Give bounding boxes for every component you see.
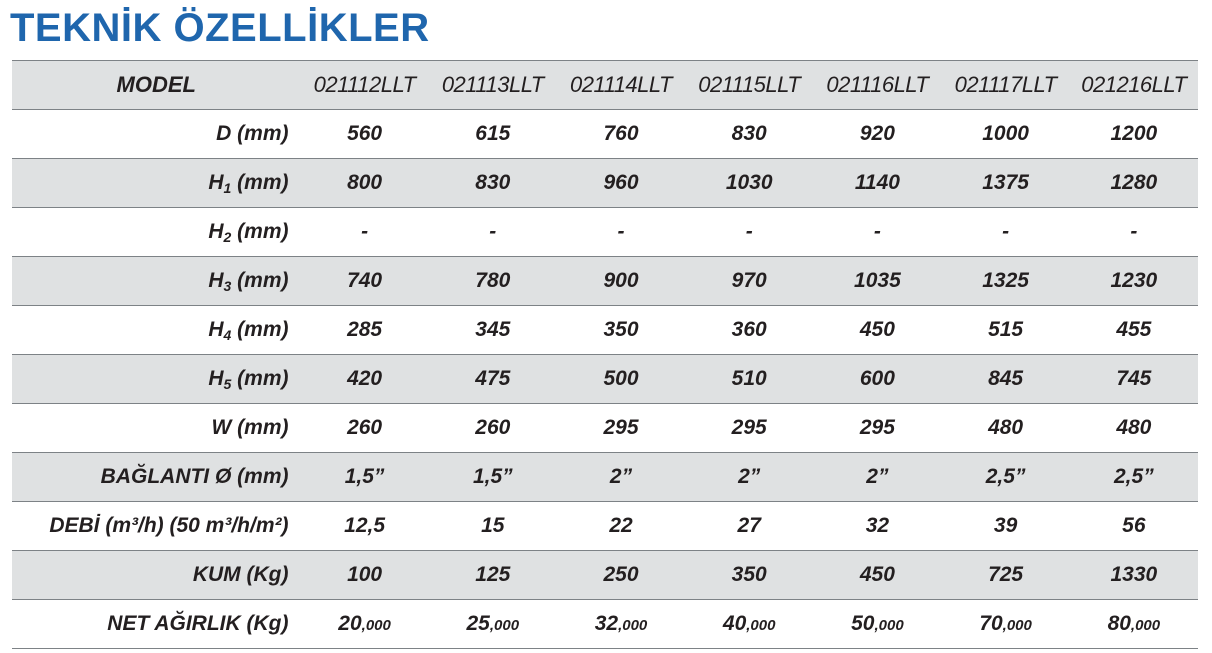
table-cell: [1070, 600, 1198, 649]
row-label: [12, 404, 300, 453]
row-label-unit: (mm): [231, 317, 289, 341]
table-row: [12, 257, 1198, 306]
table-cell: 260: [347, 416, 383, 439]
table-cell: 2”: [866, 465, 889, 488]
row-label: [12, 355, 300, 404]
row-label: [12, 502, 300, 551]
table-cell: 260: [475, 416, 511, 439]
table-row: [12, 159, 1198, 208]
table-cell: 830: [731, 122, 767, 145]
table-cell: 450: [859, 563, 895, 586]
row-label: [12, 306, 300, 355]
row-label-main: H: [208, 268, 224, 292]
table-cell: 2,5”: [1114, 465, 1154, 488]
table-cell: 350: [731, 563, 767, 586]
row-label-unit: (Kg): [240, 562, 289, 586]
model-cell: 021114LLT: [570, 72, 672, 97]
model-cell: 021216LLT: [1081, 72, 1187, 97]
table-cell: 2”: [738, 465, 761, 488]
row-label-unit: (mm): [231, 219, 289, 243]
table-cell: 2”: [609, 465, 633, 488]
row-label: [12, 551, 300, 600]
table-cell: 100: [347, 563, 383, 586]
table-row: [12, 502, 1198, 551]
weight-decimal: ,000: [618, 617, 648, 634]
table-cell: 960: [603, 171, 639, 194]
table-cell: 900: [603, 269, 639, 292]
row-label-subscript: 4: [223, 326, 232, 343]
table-cell: 1,5”: [344, 465, 385, 488]
table-cell: 1,5”: [472, 465, 513, 488]
table-cell: 1325: [982, 269, 1029, 292]
table-cell: 1230: [1110, 269, 1158, 292]
table-row: [12, 110, 1198, 159]
table-header-row: [12, 61, 1198, 110]
spec-table: [12, 60, 1198, 649]
table-row: [12, 306, 1198, 355]
row-label-main: H: [208, 366, 224, 390]
table-cell: 450: [859, 318, 895, 341]
table-cell: [942, 600, 1070, 649]
table-cell: 295: [731, 416, 767, 439]
weight-integer: 50: [851, 612, 875, 635]
table-cell: 515: [988, 318, 1024, 341]
table-cell: 345: [475, 318, 511, 341]
table-row: [12, 453, 1198, 502]
table-cell: [429, 600, 557, 649]
table-cell: 39: [993, 514, 1018, 537]
row-label-main: DEBİ (m³/h) (50 m³/h/m²): [49, 513, 289, 537]
weight-integer: 80: [1107, 612, 1131, 635]
weight-decimal: ,000: [746, 617, 776, 634]
table-cell: [813, 600, 941, 649]
table-cell: 1330: [1110, 563, 1158, 586]
table-cell: 800: [347, 171, 383, 194]
table-cell: -: [1130, 220, 1138, 243]
table-row: [12, 404, 1198, 453]
table-cell: -: [489, 220, 497, 243]
weight-integer: 40: [722, 612, 747, 635]
row-label-unit: (mm): [231, 366, 289, 390]
table-cell: 295: [859, 416, 895, 439]
weight-decimal: ,000: [874, 617, 904, 634]
row-label: [12, 257, 300, 306]
table-cell: 420: [347, 367, 383, 390]
table-row: [12, 208, 1198, 257]
row-label-subscript: 3: [223, 277, 232, 294]
weight-integer: 32: [594, 612, 619, 635]
row-label-subscript: 1: [223, 179, 232, 196]
table-cell: [300, 600, 428, 649]
table-row-net-weight: [12, 600, 1198, 649]
table-cell: -: [873, 220, 881, 243]
table-cell: -: [361, 220, 369, 243]
row-label-main: W: [211, 415, 232, 439]
row-label-main: D: [216, 121, 232, 145]
table-cell: 740: [347, 269, 383, 292]
table-cell: 350: [603, 318, 639, 341]
table-cell: 1200: [1110, 122, 1158, 145]
weight-decimal: ,000: [1002, 617, 1032, 634]
model-cell: 021113LLT: [441, 72, 544, 97]
model-header-label: MODEL: [116, 72, 196, 97]
table-cell: 500: [603, 367, 639, 390]
model-cell: 021116LLT: [826, 72, 929, 97]
table-cell: 1030: [725, 171, 773, 194]
table-cell: 250: [603, 563, 639, 586]
table-cell: 725: [988, 563, 1024, 586]
row-label-main: H: [208, 170, 224, 194]
model-cell: 021115LLT: [698, 72, 801, 97]
row-label-unit: (mm): [231, 415, 289, 439]
table-cell: 600: [859, 367, 895, 390]
row-label: [12, 208, 300, 257]
table-cell: 760: [603, 122, 639, 145]
table-cell: 56: [1122, 514, 1146, 537]
table-cell: 1375: [982, 171, 1029, 194]
table-cell: [685, 600, 813, 649]
row-label: NET AĞIRLIK (Kg): [107, 612, 289, 635]
table-cell: 27: [737, 514, 761, 537]
table-cell: 920: [859, 122, 895, 145]
weight-integer: 20: [338, 612, 362, 635]
table-cell: 1000: [982, 122, 1029, 145]
table-cell: 360: [731, 318, 767, 341]
model-cell: 021117LLT: [954, 72, 1057, 97]
row-label-unit: (mm): [231, 121, 289, 145]
row-label-unit: (mm): [231, 464, 289, 488]
row-label: [12, 159, 300, 208]
row-label-main: H: [208, 317, 224, 341]
weight-decimal: ,000: [361, 617, 391, 634]
row-label: [12, 110, 300, 159]
table-cell: 970: [731, 269, 767, 292]
row-label: [12, 453, 300, 502]
table-cell: 475: [475, 367, 511, 390]
table-cell: 295: [603, 416, 639, 439]
table-cell: 1280: [1110, 171, 1158, 194]
table-cell: 560: [347, 122, 383, 145]
row-label-main: BAĞLANTI Ø: [100, 464, 232, 488]
table-cell: 480: [988, 416, 1024, 439]
table-cell: 510: [731, 367, 767, 390]
weight-decimal: ,000: [489, 617, 520, 634]
table-cell: 845: [988, 367, 1024, 390]
table-cell: 745: [1116, 367, 1152, 390]
row-label-unit: (mm): [231, 170, 289, 194]
table-row: [12, 355, 1198, 404]
table-cell: 15: [481, 514, 505, 537]
table-cell: 1035: [854, 269, 901, 292]
table-cell: -: [617, 220, 625, 243]
weight-integer: 25: [466, 612, 490, 635]
row-label-subscript: 5: [223, 375, 232, 392]
weight-decimal: ,000: [1130, 617, 1161, 634]
table-cell: 780: [475, 269, 511, 292]
row-label-main: KUM: [192, 562, 241, 586]
table-cell: 2,5”: [985, 465, 1026, 488]
table-cell: [557, 600, 685, 649]
table-cell: 12,5: [344, 514, 386, 537]
model-cell: 021112LLT: [313, 72, 416, 97]
table-cell: 125: [475, 563, 511, 586]
table-cell: 22: [609, 514, 633, 537]
table-cell: 480: [1116, 416, 1152, 439]
table-cell: -: [1002, 220, 1010, 243]
row-label-unit: (mm): [231, 268, 289, 292]
table-cell: 32: [865, 514, 890, 537]
weight-integer: 70: [979, 612, 1003, 635]
table-row: [12, 551, 1198, 600]
table-cell: 830: [475, 171, 511, 194]
table-cell: 1140: [854, 171, 900, 194]
table-cell: -: [745, 220, 753, 243]
row-label-subscript: 2: [223, 228, 232, 245]
table-cell: 285: [347, 318, 383, 341]
table-cell: 615: [475, 122, 511, 145]
page-title: TEKNİK ÖZELLİKLER: [10, 6, 430, 50]
table-cell: 455: [1116, 318, 1152, 341]
row-label-main: H: [208, 219, 224, 243]
